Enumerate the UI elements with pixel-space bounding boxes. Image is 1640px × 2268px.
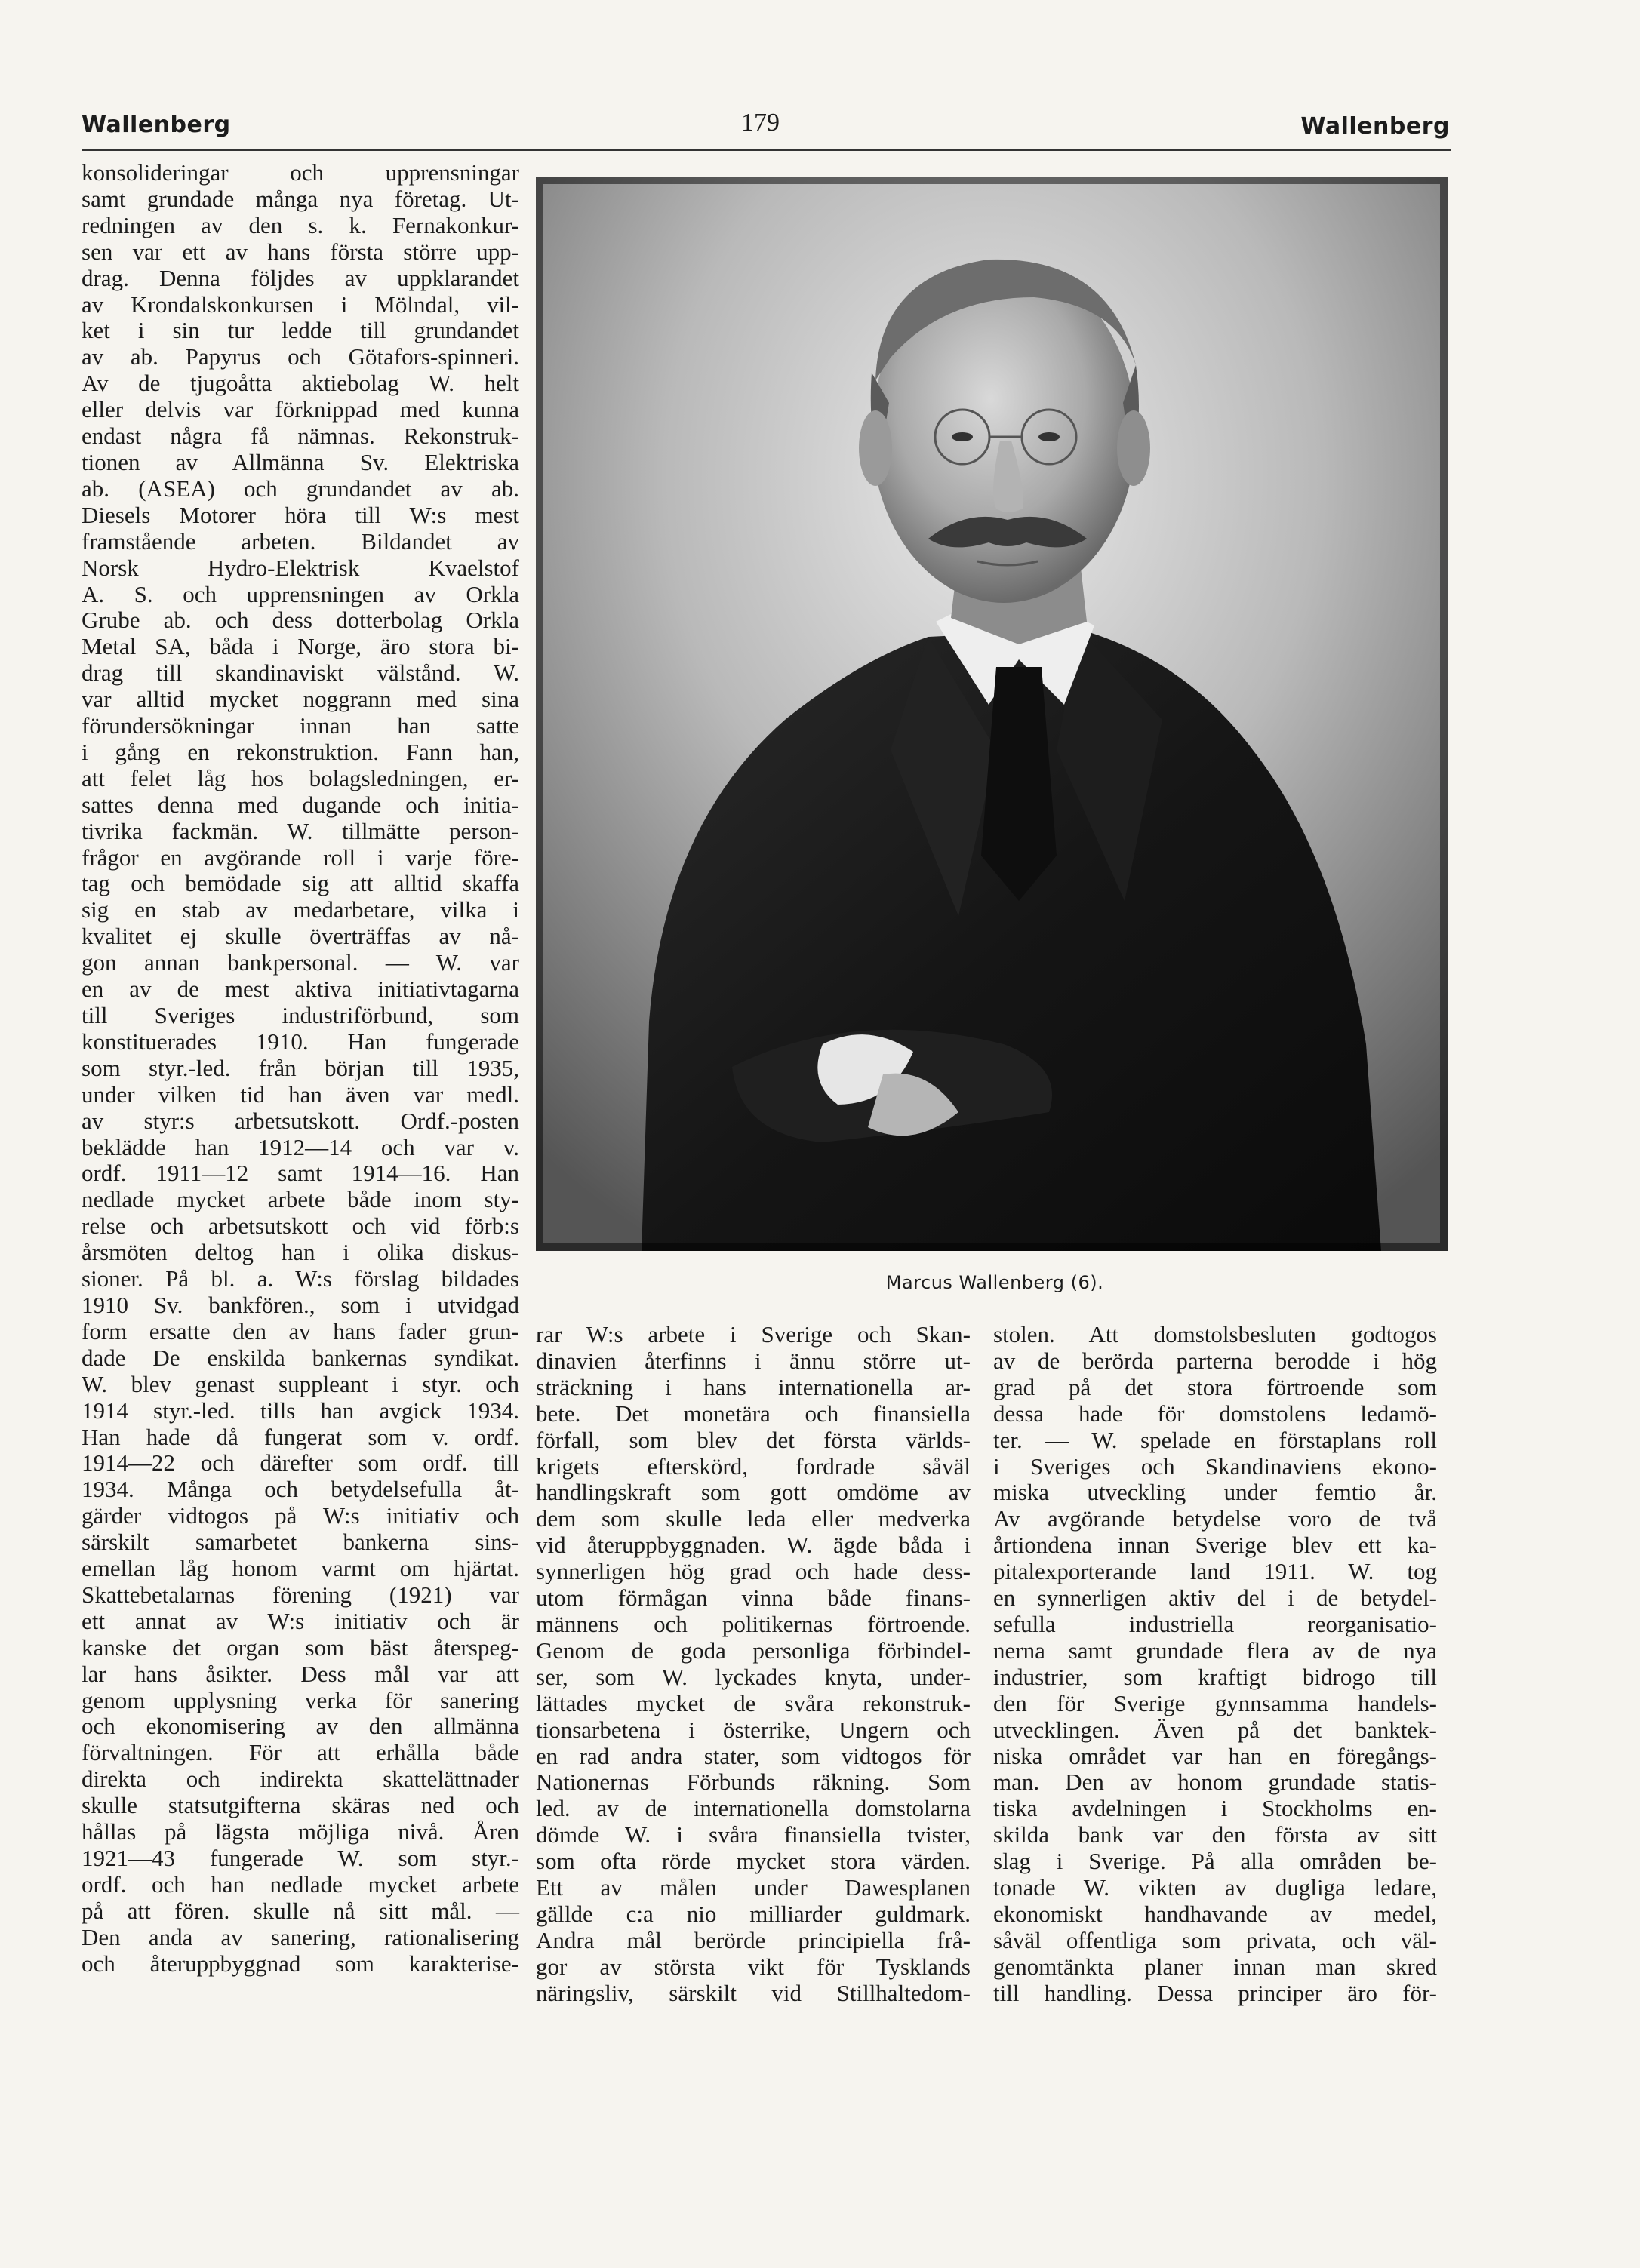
portrait-illustration [536, 177, 1448, 1251]
text-column-3: stolen. Att domstolsbesluten godtogos av de berörda parterna berodde i hög grad på det stora förtroende som dessa hade för domstolens ledamö- ter. — W. spelade en förstaplans roll i Sveriges och Skandinaviens ekono- miska utveckling under femtio år. Av avgörande betydelse voro de två årtiondena innan Sverige blev ett ka- pitalexporterande land 1911. W. tog en synnerligen aktiv del i de betydel- sefulla industriella reorganisatio- nerna samt grundade flera av de nya industrier, som kraftigt bidrogo till den för Sverige gynnsamma handels- utvecklingen. Även på det banktek- niska området var han en föregångs- man. Den av honom grundade statis- tiska avdelningen i Stockholms en- skilda bank var den första av sitt slag i Sverige. På alla områden be- tonade W. vikten av dugliga ledare, ekonomiskt handhavande av medel, såväl offentliga som privata, och väl- genomtänkta planer innan man skred till handling. Dessa principer äro för- [993, 1321, 1437, 2006]
running-head-right: Wallenberg [1300, 113, 1450, 140]
text-column-1: konsolideringar och upprensningar samt grundade många nya företag. Ut- redningen av den s. k. Fernakonkur- sen var ett av hans första större upp- drag. Denna följdes av uppklarandet av Krondalskonkursen i Mölndal, vil- ket i sin tur ledde till grundandet av ab. Papyrus och Götafors-spinneri. Av de tjugoåtta aktiebolag W. helt eller delvis var förknippad med kunna endast några få nämnas. Rekonstruk- tionen av Allmänna Sv. Elektriska ab. (ASEA) och grundandet av ab. Diesels Motorer höra till W:s mest framstående arbeten. Bildandet av Norsk Hydro-Elektrisk Kvaelstof A. S. och upprensningen av Orkla Grube ab. och dess dotterbolag Orkla Metal SA, båda i Norge, äro stora bi- drag till skandinaviskt välstånd. W. var alltid mycket noggrann med sina förundersökningar innan han satte i gång en rekonstruktion. Fann han, att felet låg hos bolagsledningen, er- sattes denna med dugande och initia- tivrika fackmän. W. tillmätte person- frågor en avgörande roll i varje före- tag och bemödade sig att alltid skaffa sig en stab av medarbetare, vilka i kvalitet ej skulle överträffas av nå- gon annan bankpersonal. — W. var en av de mest aktiva initiativtagarna till Sveriges industriförbund, som konstituerades 1910. Han fungerade som styr.-led. från början till 1935, under vilken tid han även var medl. av styr:s arbetsutskott. Ordf.-posten beklädde han 1912—14 och var v. ordf. 1911—12 samt 1914—16. Han nedlade mycket arbete både inom sty- relse och arbetsutskott och vid förb:s årsmöten deltog han i olika diskus- sioner. På bl. a. W:s förslag bildades 1910 Sv. bankfören., som i utvidgad form ersatte den av hans fader grun- dade De enskilda bankernas syndikat. W. blev genast suppleant i styr. och 1914 styr.-led. tills han avgick 1934. Han hade då fungerat som v. ordf. 1914—22 och därefter som ordf. till 1934. Många och betydelsefulla åt- gärder vidtogos på W:s initiativ och särskilt samarbetet bankerna sins- emellan låg honom varmt om hjärtat. Skattebetalarnas förening (1921) var ett annat av W:s initiativ och är kanske det organ som bäst återspeg- lar hans åsikter. Dess mål var att genom upplysning verka för sanering och ekonomisering av den allmänna förvaltningen. För att erhålla både direkta och indirekta skattelättnader skulle statsutgifterna skäras ned och hållas på lägsta möjliga nivå. Åren 1921—43 fungerade W. som styr.- ordf. och han nedlade mycket arbete på att fören. skulle nå sitt mål. — Den anda av sanering, rationalisering och återuppbyggnad som karakterise- [82, 159, 519, 1977]
running-head-left: Wallenberg [82, 112, 231, 138]
header-rule [82, 149, 1451, 151]
page-number: 179 [741, 109, 780, 137]
figure-caption: Marcus Wallenberg (6). [885, 1272, 1104, 1293]
text-column-2: rar W:s arbete i Sverige och Skan- dinavien återfinns i ännu större ut- sträckning i hans internationella ar- bete. Det monetära och finansiella förfall, som blev det första världs- krigets efterskörd, fordrade såväl handlingskraft som gott omdöme av dem som skulle leda eller medverka vid återuppbyggnaden. W. ägde båda i synnerligen hög grad och hade dess- utom förmågan vinna både finans- männens och politikernas förtroende. Genom de goda personliga förbindel- ser, som W. lyckades knyta, under- lättades mycket de svåra rekonstruk- tionsarbetena i österrike, Ungern och en rad andra stater, som vidtogos för Nationernas Förbunds räkning. Som led. av de internationella domstolarna dömde W. i svåra finansiella tvister, som ofta rörde mycket stora värden. Ett av målen under Dawesplanen gällde c:a nio milliarder guldmark. Andra mål berörde principiella frå- gor av största vikt för Tysklands näringsliv, särskilt vid Stillhaltedom- [536, 1321, 971, 2006]
portrait-photo [536, 177, 1448, 1251]
